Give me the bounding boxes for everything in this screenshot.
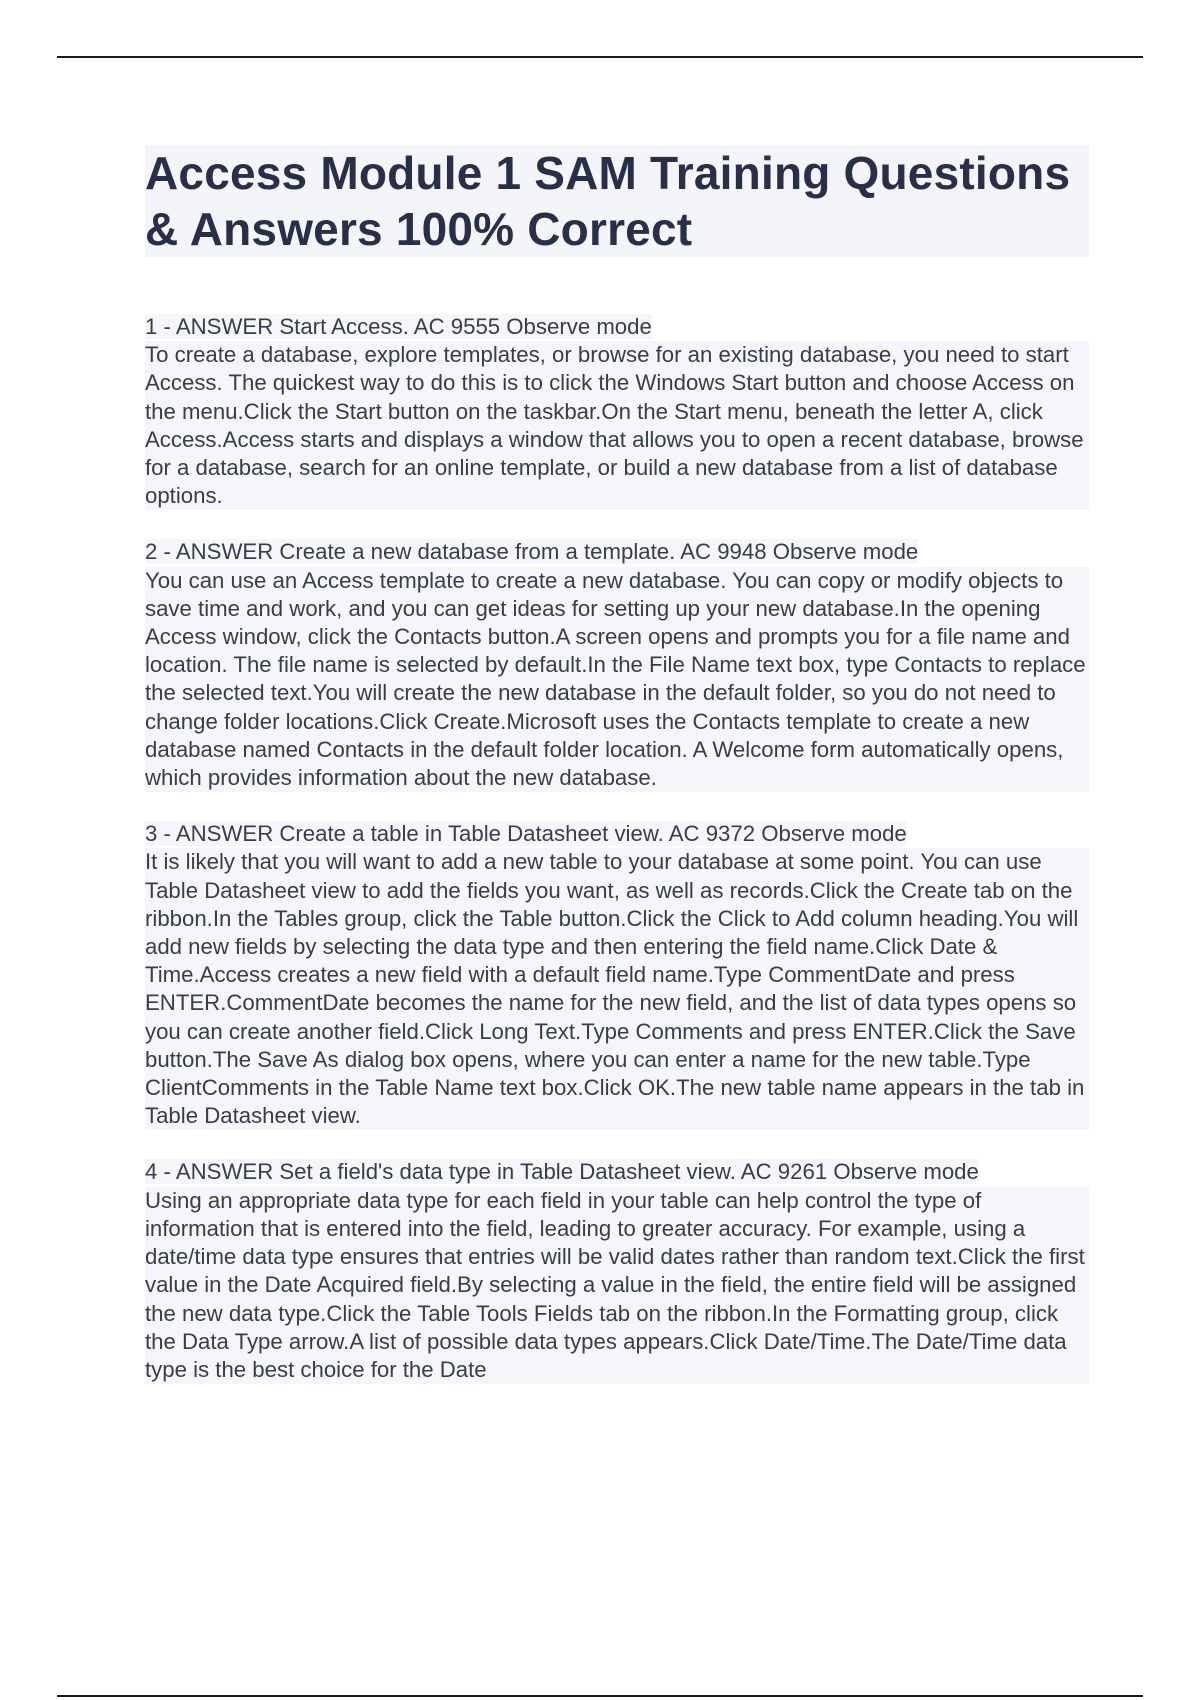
document-title: Access Module 1 SAM Training Questions & Answers 100% Correct [145, 147, 1071, 255]
question-2: 2 - ANSWER Create a new database from a template. AC 9948 Observe mode [145, 539, 919, 565]
qa-item-2 [145, 538, 1089, 792]
page-bottom-rule [57, 1695, 1143, 1697]
qa-item-3 [145, 820, 1089, 1130]
question-4: 4 - ANSWER Set a field's data type in Table Datasheet view. AC 9261 Observe mode [145, 1159, 979, 1185]
qa-item-1 [145, 313, 1089, 510]
answer-3: It is likely that you will want to add a new table to your database at some point. You can use Table Datasheet view to add the fields you want, as well as records.Click the Create tab on the ribbon.In the Tables group, click the Table button.Click the Click to Add column heading.You will add new fields by selecting the data type and then entering the field name.Click Date & Time.Access creates a new field with a default field name.Type CommentDate and press ENTER.CommentDate becomes the name for the new field, and the list of data types opens so you can create another field.Click Long Text.Type Comments and press ENTER.Click the Save button.The Save As dialog box opens, where you can enter a name for the new table.Type ClientComments in the Table Name text box.Click OK.The new table name appears in the tab in Table Datasheet view. [145, 848, 1089, 1130]
page-top-rule [57, 56, 1143, 58]
answer-4: Using an appropriate data type for each field in your table can help control the type of information that is entered into the field, leading to greater accuracy. For example, using a date/time data type ensures that entries will be valid dates rather than random text.Click the first value in the Date Acquired field.By selecting a value in the field, the entire field will be assigned the new data type.Click the Table Tools Fields tab on the ribbon.In the Formatting group, click the Data Type arrow.A list of possible data types appears.Click Date/Time.The Date/Time data type is the best choice for the Date [145, 1187, 1089, 1384]
qa-item-4 [145, 1158, 1089, 1384]
answer-1: To create a database, explore templates, or browse for an existing database, you need to start Access. The quickest way to do this is to click the Windows Start button and choose Access on the menu.Click the Start button on the taskbar.On the Start menu, beneath the letter A, click Access.Access starts and displays a window that allows you to open a recent database, browse for a database, search for an online template, or build a new database from a list of database options. [145, 341, 1089, 510]
question-3: 3 - ANSWER Create a table in Table Datasheet view. AC 9372 Observe mode [145, 821, 907, 847]
answer-2: You can use an Access template to create a new database. You can copy or modify objects to save time and work, and you can get ideas for setting up your new database.In the opening Access window, click the Contacts button.A screen opens and prompts you for a file name and location. The file name is selected by default.In the File Name text box, type Contacts to replace the selected text.You will create the new database in the default folder, so you do not need to change folder locations.Click Create.Microsoft uses the Contacts template to create a new database named Contacts in the default folder location. A Welcome form automatically opens, which provides information about the new database. [145, 567, 1089, 793]
question-1: 1 - ANSWER Start Access. AC 9555 Observe mode [145, 314, 652, 339]
title-block [145, 145, 1089, 257]
document-body [145, 145, 1089, 1412]
